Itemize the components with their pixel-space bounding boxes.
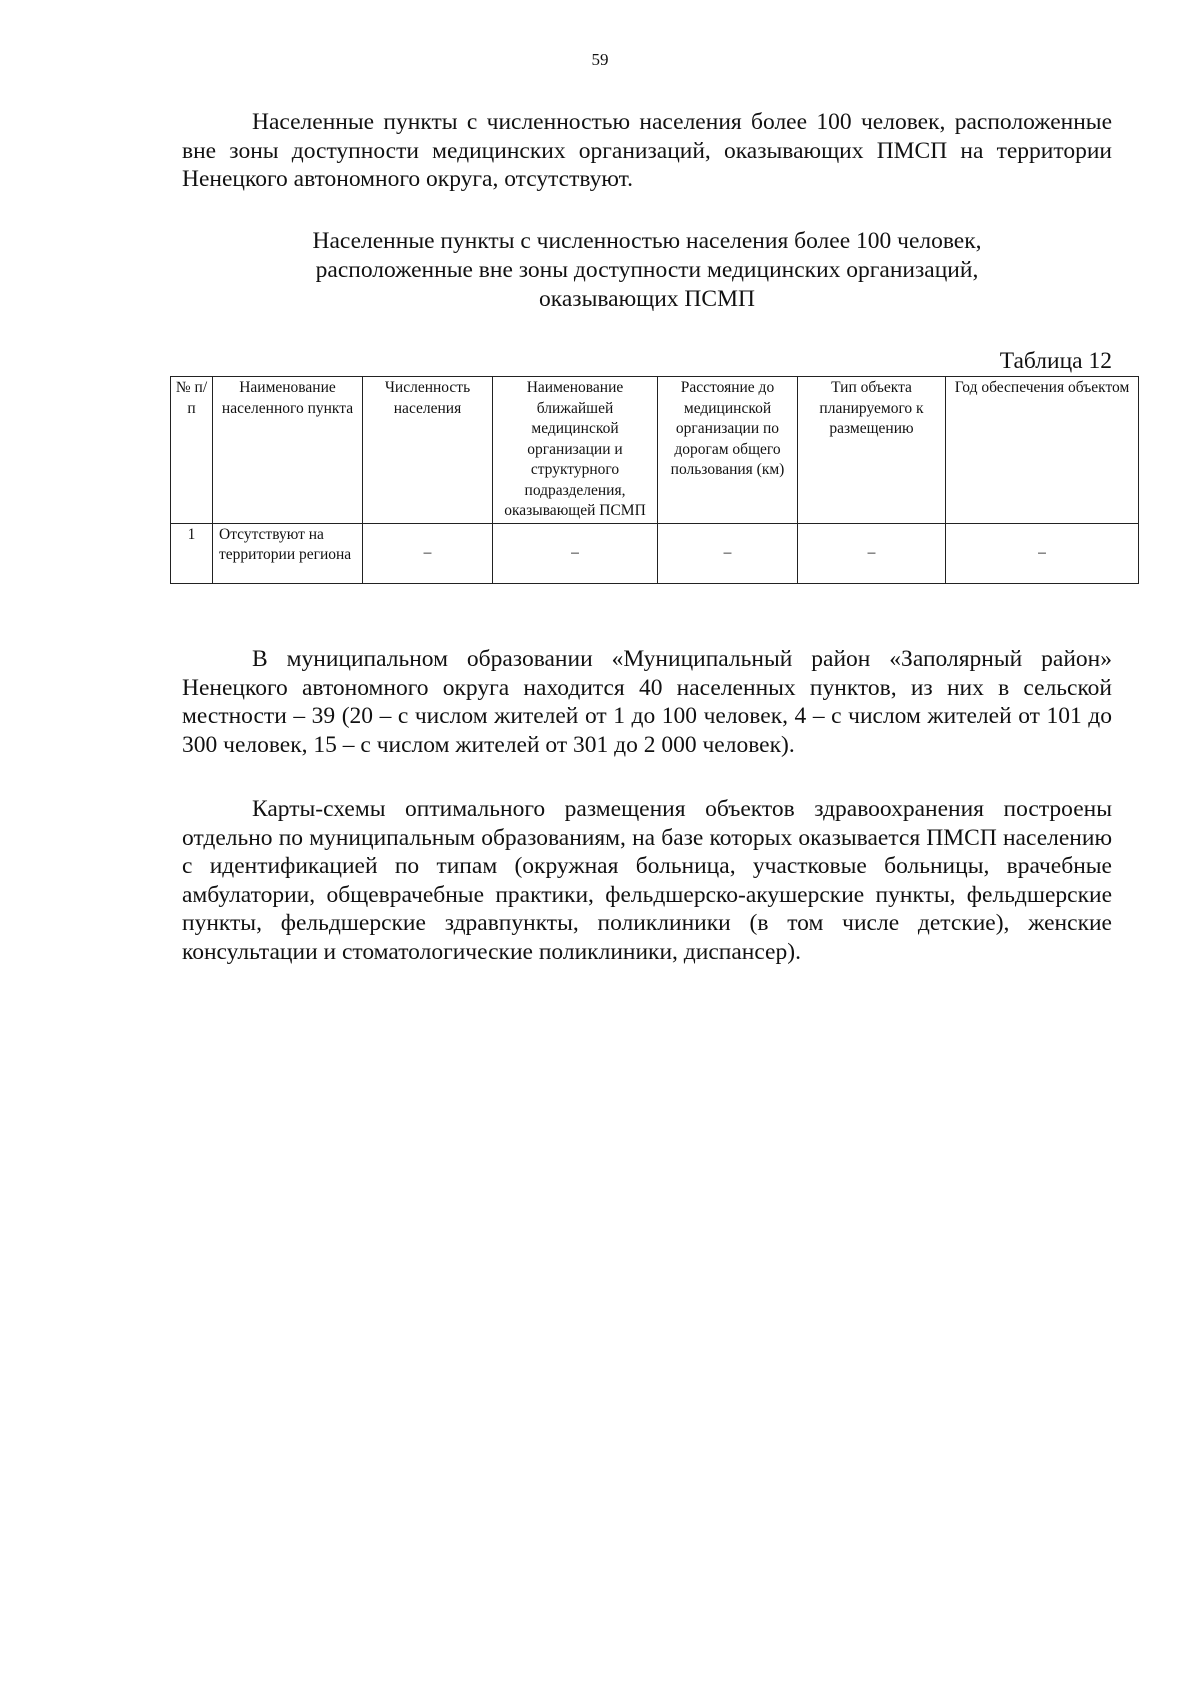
paragraph-zapolyarny-district: В муниципальном образовании «Муниципальный район «Заполярный район» Ненецкого автономного округа находится 40 населенных пунктов, из них в сельской местности – 39 (20 – с числом жителей от 1 до 100 человек, 4 – с числом жителей от 101 до 300 человек, 15 – с числом жителей от 301 до 2 000 человек).: [182, 646, 1112, 758]
row-provision-year: –: [946, 523, 1139, 583]
paragraph-no-settlements: Населенные пункты с численностью населения более 100 человек, расположенные вне зоны доступности медицинских организаций, оказывающих ПМСП на территории Ненецкого автономного округа, отсутствуют.: [182, 109, 1112, 192]
row-object-type: –: [798, 523, 946, 583]
header-nearest-organization: Наименование ближайшей медицинской организации и структурного подразделения, оказывающей ПСМП: [493, 377, 658, 524]
header-population: Численность населения: [363, 377, 493, 524]
table-row: [171, 523, 1139, 583]
table-heading: [182, 227, 1112, 314]
row-number: 1: [171, 523, 213, 583]
header-object-type: Тип объекта планируемого к размещению: [798, 377, 946, 524]
header-distance: Расстояние до медицинской организации по дорогам общего пользования (км): [658, 377, 798, 524]
page-number: 59: [591, 50, 609, 69]
heading-line-3: оказывающих ПСМП: [539, 286, 755, 312]
header-settlement-name: Наименование населенного пункта: [213, 377, 363, 524]
heading-line-2: расположенные вне зоны доступности медицинских организаций,: [315, 257, 979, 283]
paragraph-maps-schemes: Карты-схемы оптимального размещения объектов здравоохранения построены отдельно по муниципальным образованиям, на базе которых оказывается ПМСП населению с идентификацией по типам (окружная больница, участковые больницы, врачебные амбулатории, общеврачебные практики, фельдшерско-акушерские пункты, фельдшерские пункты, фельдшерские здравпункты, поликлиники (в том числе детские), женские консультации и стоматологические поликлиники, диспансер).: [182, 796, 1112, 965]
heading-line-1: Населенные пункты с численностью населения более 100 человек,: [312, 228, 982, 254]
row-settlement-name: Отсутствуют на территории региона: [213, 523, 363, 583]
row-nearest-organization: –: [493, 523, 658, 583]
settlements-table: [170, 376, 1139, 584]
table-header-row: [171, 377, 1139, 524]
header-provision-year: Год обеспечения объектом: [946, 377, 1139, 524]
row-distance: –: [658, 523, 798, 583]
header-number: № п/п: [171, 377, 213, 524]
table-label: Таблица 12: [999, 348, 1112, 374]
row-population: –: [363, 523, 493, 583]
